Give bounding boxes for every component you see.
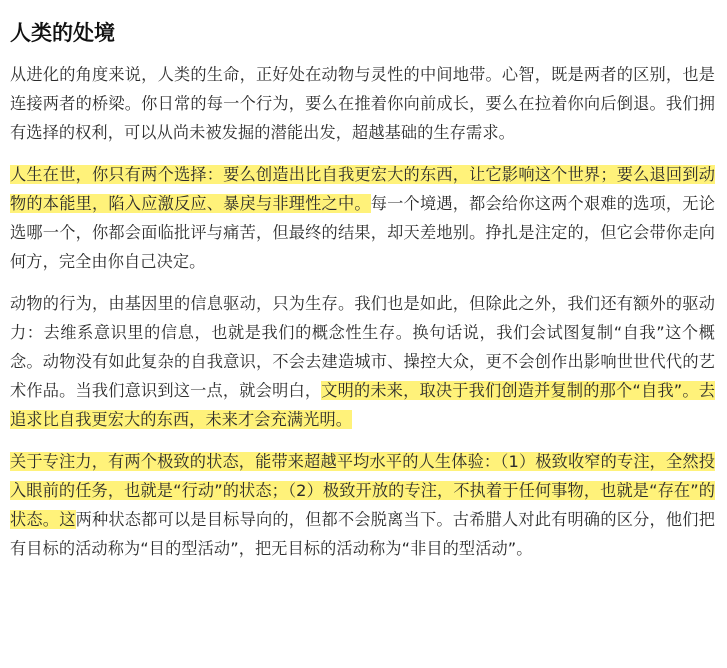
paragraph-4-highlight: 关于专注力，有两个极致的状态，能带来超越平均水平的人生体验：（1）极致收窄的专注，全然投入眼前的任务，也就是“行动”的状态；（2）极致开放的专注，不执着于任何事物，也就是“存在”的状态。这 [10,452,715,529]
paragraph-1-text: 从进化的角度来说，人类的生命，正好处在动物与灵性的中间地带。心智，既是两者的区别，也是连接两者的桥梁。你日常的每一个行为，要么在推着你向前成长，要么在拉着你向后倒退。我们拥有选择的权利，可以从尚未被发掘的潜能出发，超越基础的生存需求。 [10,65,715,142]
paragraph-2-text: 每一个境遇，都会给你这两个艰难的选项，无论选哪一个，你都会面临批评与痛苦，但最终的结果，却天差地别。挣扎是注定的，但它会带你走向何方，完全由你自己决定。 [10,194,715,271]
paragraph-2-highlight: 人生在世，你只有两个选择：要么创造出比自我更宏大的东西，让它影响这个世界；要么退回到动物的本能里，陷入应激反应、暴戾与非理性之中。 [10,165,715,213]
paragraph-1 [10,60,715,147]
paragraph-4 [10,447,715,563]
paragraph-3-text: 动物的行为，由基因里的信息驱动，只为生存。我们也是如此，但除此之外，我们还有额外的驱动力：去维系意识里的信息，也就是我们的概念性生存。换句话说，我们会试图复制“自我”这个概念。动物没有如此复杂的自我意识，不会去建造城市、操控大众，更不会创作出影响世世代代的艺术作品。当我们意识到这一点，就会明白， [10,294,715,400]
paragraph-4-text: 两种状态都可以是目标导向的，但都不会脱离当下。古希腊人对此有明确的区分，他们把有目标的活动称为“目的型活动”，把无目标的活动称为“非目的型活动”。 [10,510,715,558]
paragraph-3-highlight: 文明的未来，取决于我们创造并复制的那个“自我”。去追求比自我更宏大的东西，未来才会充满光明。 [10,381,715,429]
paragraph-3 [10,289,715,434]
page-title: 人类的处境 [10,21,115,45]
paragraph-2 [10,160,715,276]
